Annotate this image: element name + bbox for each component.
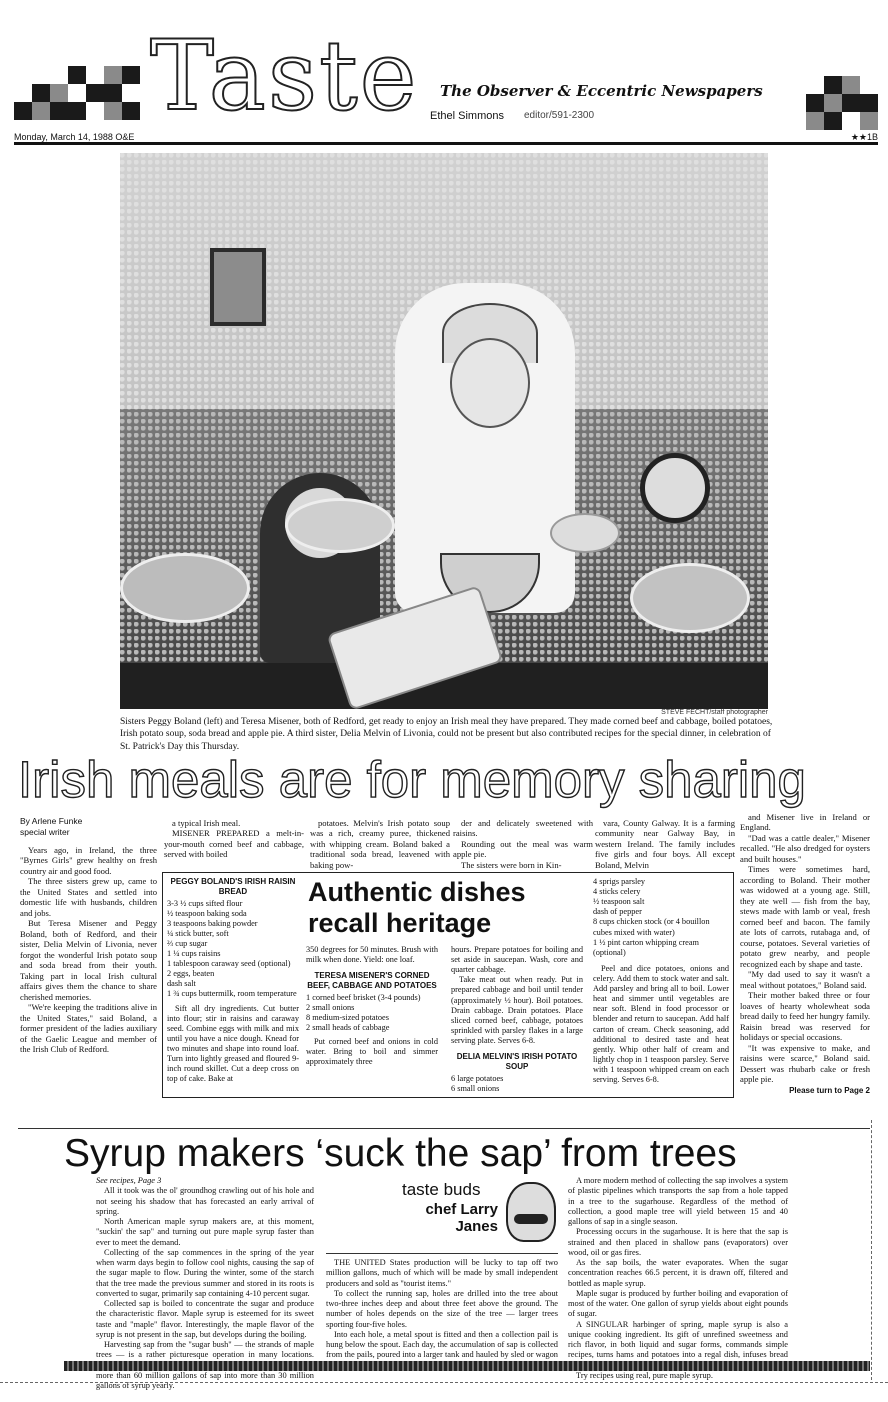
masthead-rule <box>14 142 878 145</box>
ingredient: 1 ½ pint carton whipping cream (optional) <box>593 937 699 957</box>
ingredient: 2 small onions <box>306 1002 355 1012</box>
ingredient: 6 large potatoes <box>451 1073 504 1083</box>
paragraph: THE UNITED States production will be lucky to tap off two million gallons, much of which will be made by small independent producers and sold as "tourist items." <box>326 1258 558 1288</box>
paragraph: North American maple syrup makers are, at this moment, "suckin' the sap" and turning out pure maple syrup faster than ever to meet the demand. <box>96 1217 314 1247</box>
column-label: taste buds <box>402 1180 481 1199</box>
paragraph: Into each hole, a metal spout is fitted and then a collection pail is hung below the spout. Each day, the accumulation of sap is collected from the pails, poured into a larger tank and hauled by sled or wagon <box>326 1329 558 1360</box>
ingredient: 8 cups chicken stock (or 4 bouillon cubes mixed with water) <box>593 917 710 937</box>
paragraph: MISENER PREPARED a melt-in-your-mouth corned beef and cabbage, served with boiled <box>164 828 304 860</box>
page-edge-right <box>871 1120 872 1380</box>
page-edge <box>0 1382 888 1384</box>
ingredient: 1 corned beef brisket (3-4 pounds) <box>306 992 421 1002</box>
editor-phone: editor/591-2300 <box>524 110 595 121</box>
recipe-box <box>162 872 734 1098</box>
bread-plate <box>630 563 750 633</box>
editor-name: Ethel Simmons <box>430 110 504 122</box>
ingredient: 1 ¾ cups buttermilk, room temperature <box>167 989 297 999</box>
lead-photo <box>120 153 768 709</box>
masthead-checker-right <box>806 76 878 130</box>
paragraph: Times were sometimes hard, according to Boland. Their mother was widowed at a young age. Still, they ate well — fish from the bay, stews made with lamb or veal, fresh corned beef and bacon. The family ate lots of carrots, rutabaga and, of course, potatoes. Several varieties of potato grew nearby, and people recognized each by shape and taste. <box>740 864 870 969</box>
paragraph: As the sap boils, the water evaporates. When the sugar concentration reaches 66.5 percent, it is drawn off, filtered and bottled as maple syrup. <box>568 1258 788 1288</box>
paragraph: a typical Irish meal. <box>172 818 241 828</box>
paragraph: "My dad used to say it wasn't a meal without potatoes," Boland said. <box>740 969 870 990</box>
recipe-irish-raisin-bread <box>167 877 299 1084</box>
see-recipes-ref: See recipes, Page 3 <box>96 1176 162 1185</box>
ingredient: ½ teaspoon baking soda <box>167 908 247 918</box>
ingredient: 3 teaspoons baking powder <box>167 918 258 928</box>
recipe-title: PEGGY BOLAND'S IRISH RAISIN BREAD <box>170 877 296 896</box>
bottom-border-bar <box>64 1361 870 1371</box>
cup-plate <box>550 513 620 553</box>
photo-credit: STEVE FECHT/staff photographer <box>661 709 768 716</box>
section-rule <box>18 1128 870 1129</box>
pie-plate <box>285 498 395 553</box>
paragraph: Rounding out the meal was warm apple pie. <box>453 838 593 860</box>
newspaper-name: The Observer & Eccentric Newspapers <box>440 82 763 100</box>
recipe-directions: Take meat out when ready. Put in prepared cabbage and boil until tender (approximately ½ hour). Boil potatoes. Drain cabbage. Drain potatoes. Place sliced corned beef, cabbage, potatoes sprinkled with parsley flakes in a large serving plate. Serves 6-8. <box>451 975 583 1045</box>
wall-clock <box>640 453 710 523</box>
recipe-directions: Peel and dice potatoes, onions and celery. Add them to stock water and salt. Add parsley and bring all to boil. Lower heat and simmer until vegetables are near soft. Blend in food processor or blender and return to saucepan. Add half carton of cream. Check seasoning, add additional to desired taste and heat gently. Whip other half of cream and lightly chop in 1 teaspoon parsley. Serve with 1 teaspoon whipped cream on each serving. Serves 6-8. <box>593 963 729 1085</box>
masthead-checker-left <box>14 66 140 120</box>
paragraph: All it took was the ol' groundhog crawling out of his hole and not seeing his shadow that has forecasted an early arrival of spring. <box>96 1186 314 1216</box>
ingredient: ⅔ cup sugar <box>167 938 208 948</box>
recipe-headline: Authentic dishes recall heritage <box>308 877 526 939</box>
main-headline: Irish meals are for memory sharing <box>18 751 806 808</box>
ingredient: dash of pepper <box>593 907 642 917</box>
dateline: Monday, March 14, 1988 O&E <box>14 132 135 142</box>
paragraph: "It was expensive to make, and raisins were scarce," Boland said. Dessert was rhubarb cake or fresh apple pie. <box>740 1042 870 1085</box>
story-column-3 <box>310 818 450 870</box>
paragraph: Collected sap is boiled to concentrate the sugar and produce the characteristic flavor. Maple syrup is esteemed for its sweet taste and "maple" flavor. Interestingly, the maple flavor of the syrup is not present in the sap, but develops during the boiling. <box>96 1299 314 1339</box>
ingredient: ¼ stick butter, soft <box>167 928 229 938</box>
recipe-corned-beef-continued <box>451 945 583 1094</box>
syrup-column-3 <box>568 1176 788 1381</box>
secondary-headline: Syrup makers ‘suck the sap’ from trees <box>64 1132 737 1175</box>
paragraph: But Teresa Misener and Peggy Boland, both of Redford, and their sister, Delia Melvin of Livonia, never forgot the wonderful Irish potato soup and soda bread from their youth. Taking part in local Irish cultural affairs gives them the chance to share cherished memories. <box>20 918 157 1002</box>
paragraph: A more modern method of collecting the sap involves a system of plastic pipelines which transports the sap from a hole tapped in a tree to the sugarhouse. Regardless of the method of collection, a good maple tree will yield between 15 and 40 gallons of sap in a single season. <box>568 1176 788 1226</box>
ingredient: 6 small onions <box>451 1083 500 1093</box>
recipe-directions: Sift all dry ingredients. Cut butter into flour; stir in raisins and caraway seed. Combine eggs with milk and mix until you have a nice dough. Knead for two minutes and shape into round loaf. Turn into lightly greased and floured 9-inch round skillet. Cut a deep cross on top of cake. Bake at <box>167 1003 299 1084</box>
recipe-title: TERESA MISENER'S CORNED BEEF, CABBAGE AND POTATOES <box>307 971 437 990</box>
paragraph: Try recipes using real, pure maple syrup. <box>576 1370 713 1380</box>
story-column-1 <box>20 845 157 1055</box>
paragraph: The sisters were born in Kin- <box>461 859 562 870</box>
paragraph: Collecting of the sap commences in the spring of the year when warm days begin to follow cool nights, causing the sap of the sugar maple to flow. During the winter, some of the starch that the tree made the previous summer and stored in its roots is converted to sugar, primarily sap containing 4-10 percent sugar. <box>96 1247 314 1298</box>
paragraph: The three sisters grew up, came to the United States and settled into domestic life with husbands, children and jobs. <box>20 876 157 918</box>
story-column-2 <box>164 818 304 860</box>
recipe-potato-soup <box>593 877 729 1085</box>
paragraph: A SINGULAR harbinger of spring, maple syrup is also a unique cooking ingredient. Its gift of unrefined sweetness and rich flavor, in both liquid and sugar forms, commands simple recipes, turns hams and potatoes into a regal dish, infuses bread <box>568 1319 788 1360</box>
columnist-box <box>326 1180 558 1254</box>
wall-frame <box>210 248 266 326</box>
columnist-portrait <box>506 1182 556 1242</box>
paragraph: Maple sugar is produced by further boiling and evaporation of most of the water. One gallon of syrup yields about eight pounds of sugar. <box>568 1288 788 1319</box>
ingredient: 1 ¼ cups raisins <box>167 949 221 959</box>
ingredient: dash salt <box>167 979 196 989</box>
paragraph: "Dad was a cattle dealer," Misener recalled. "He also dredged for oysters and built houses." <box>740 832 870 864</box>
ingredient: ½ teaspoon salt <box>593 897 645 907</box>
recipe-title: DELIA MELVIN'S IRISH POTATO SOUP <box>456 1052 578 1071</box>
paragraph: der and delicately sweetened with raisins. <box>453 818 593 839</box>
continued-jump[interactable]: Please turn to Page 2 <box>789 1086 870 1095</box>
syrup-column-1 <box>96 1176 314 1391</box>
recipe-corned-beef <box>306 945 438 1067</box>
byline: By Arlene Funke special writer <box>20 816 83 837</box>
columnist-name: chef Larry Janes <box>425 1201 498 1235</box>
paragraph: vara, County Galway. It is a farming community near Galway Bay, in western Ireland. The family includes five girls and four boys. All except Boland, Melvin <box>595 818 735 870</box>
recipe-directions: 350 degrees for 50 minutes. Brush with milk when done. Yield: one loaf. <box>306 945 438 965</box>
paragraph: Processing occurs in the sugarhouse. It is here that the sap is strained and then placed in shallow pans (evaporators) over wood, oil or gas fires. <box>568 1227 788 1257</box>
ingredient: 8 medium-sized potatoes <box>306 1012 389 1022</box>
masthead-title: Taste <box>150 20 419 132</box>
page-number: ★★1B <box>850 132 878 142</box>
syrup-column-2 <box>326 1258 558 1371</box>
ingredient: 4 sticks celery <box>593 887 641 897</box>
paragraph: Their mother baked three or four loaves of hearty wholewheat soda bread daily to feed her hungry family. Raisin bread was reserved for holidays or special occasions. <box>740 990 870 1043</box>
ingredient: 2 eggs, beaten <box>167 969 215 979</box>
ingredient: 4 sprigs parsley <box>593 877 646 886</box>
paragraph: potatoes. Melvin's Irish potato soup was a rich, creamy puree, thickened with whipping cream. Boland baked a traditional soda bread, leavened with baking pow- <box>310 818 450 870</box>
story-column-5 <box>595 818 735 870</box>
ingredient: 1 tablespoon caraway seed (optional) <box>167 959 291 969</box>
paragraph: To collect the running sap, holes are drilled into the tree about two-three inches deep and about three feet above the ground. The number of holes depends on the size of the tree — larger trees sporting four-five holes. <box>326 1288 558 1329</box>
paragraph: Harvesting sap from the "sugar bush" — the strands of maple trees — is a rather picturesque operation in many locations. more than 60 million gallons of sap into more than 30 million gallons of syrup yearly. <box>96 1340 314 1390</box>
recipe-directions: Put corned beef and onions in cold water. Bring to boil and simmer approximately three <box>306 1037 438 1067</box>
paragraph: Years ago, in Ireland, the three "Byrnes Girls" grew healthy on fresh country air and good food. <box>20 845 157 876</box>
soda-bread-plate <box>120 553 250 623</box>
ingredient: 3-3 ½ cups sifted flour <box>167 898 243 908</box>
story-column-4 <box>453 818 593 870</box>
paragraph: "We're keeping the traditions alive in the United States," said Boland, a former president of the ladies auxiliary of the Gaelic League and member of the Irish Club of Redford. <box>20 1002 157 1055</box>
story-column-6 <box>740 812 870 1085</box>
ingredient: 2 small heads of cabbage <box>306 1023 390 1033</box>
recipe-directions: hours. Prepare potatoes for boiling and set aside in saucepan. Wash, core and quarter cabbage. <box>451 945 583 975</box>
photo-caption: Sisters Peggy Boland (left) and Teresa Misener, both of Redford, get ready to enjoy an Irish meal they have prepared. They made corned beef and cabbage, boiled potatoes, Irish potato soup, soda bread and apple pie. A third sister, Delia Melvin of Livonia, could not be present but also contributed recipes for the special dinner, in celebration of St. Patrick's Day this Thursday. <box>120 717 773 752</box>
paragraph: and Misener live in Ireland or England. <box>740 812 870 833</box>
